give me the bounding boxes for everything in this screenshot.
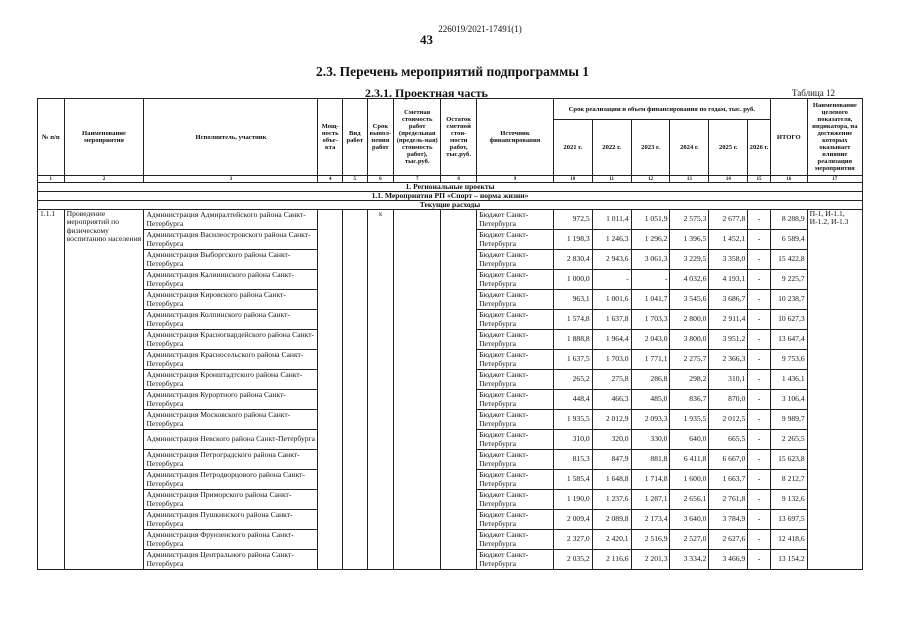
total-cell: 10 238,7: [770, 290, 807, 310]
executor-cell: Администрация Красногвардейского района Санкт-Петербурга: [144, 330, 318, 350]
value-2021: 972,5: [553, 210, 592, 230]
table-row: [38, 210, 863, 230]
value-2023: 3 061,3: [631, 250, 670, 270]
col-2023-header: 2023 г.: [631, 120, 670, 176]
total-cell: 12 418,6: [770, 530, 807, 550]
section-subtitle: 2.3.1. Проектная часть: [365, 86, 488, 100]
measures-table: [37, 98, 863, 570]
executor-cell: Администрация Фрунзенского района Санкт-Петербурга: [144, 530, 318, 550]
value-2022: 1 637,8: [592, 310, 631, 330]
value-2023: 1 703,3: [631, 310, 670, 330]
indicators-cell: П-1, И-1.1, И-1.2, И-1.3: [807, 210, 862, 570]
executor-cell: Администрация Центрального района Санкт-Петербурга: [144, 550, 318, 570]
column-number: 10: [553, 176, 592, 183]
column-number: 3: [144, 176, 318, 183]
value-2024: 6 411,8: [670, 450, 709, 470]
executor-cell: Администрация Невского района Санкт-Петербурга: [144, 430, 318, 450]
value-2022: 2 012,9: [592, 410, 631, 430]
value-2023: 485,0: [631, 390, 670, 410]
executor-cell: Администрация Московского района Санкт-Петербурга: [144, 410, 318, 430]
column-number: 17: [807, 176, 862, 183]
executor-cell: Администрация Петродворцового района Санкт-Петербурга: [144, 470, 318, 490]
value-2026: -: [748, 290, 771, 310]
value-2026: -: [748, 210, 771, 230]
deadline-cell: х: [367, 210, 394, 570]
column-number: 13: [670, 176, 709, 183]
executor-cell: Администрация Кировского района Санкт-Петербурга: [144, 290, 318, 310]
value-2023: 1 771,1: [631, 350, 670, 370]
value-2026: -: [748, 310, 771, 330]
value-2022: 1 246,3: [592, 230, 631, 250]
value-2023: 2 516,9: [631, 530, 670, 550]
source-cell: Бюджет Санкт-Петербурга: [477, 530, 554, 550]
value-2025: 2 627,6: [709, 530, 748, 550]
source-cell: Бюджет Санкт-Петербурга: [477, 410, 554, 430]
value-2022: 275,8: [592, 370, 631, 390]
estimate-cell: [394, 210, 441, 570]
col-name-header: Наименование мероприятия: [64, 99, 144, 176]
value-2026: -: [748, 230, 771, 250]
value-2023: 2 043,0: [631, 330, 670, 350]
section-regional-projects: 1. Региональные проекты: [38, 183, 863, 192]
executor-cell: Администрация Колпинского района Санкт-Петербурга: [144, 310, 318, 330]
source-cell: Бюджет Санкт-Петербурга: [477, 390, 554, 410]
column-number: 8: [441, 176, 477, 183]
value-2024: 2 527,0: [670, 530, 709, 550]
executor-cell: Администрация Калининского района Санкт-Петербурга: [144, 270, 318, 290]
value-2025: 3 951,2: [709, 330, 748, 350]
measure-number: 1.1.1: [38, 210, 65, 570]
total-cell: 9 989,7: [770, 410, 807, 430]
col-2021-header: 2021 г.: [553, 120, 592, 176]
executor-cell: Администрация Кронштадтского района Санкт-Петербурга: [144, 370, 318, 390]
value-2024: 1 935,5: [670, 410, 709, 430]
value-2024: 1 396,5: [670, 230, 709, 250]
source-cell: Бюджет Санкт-Петербурга: [477, 250, 554, 270]
value-2024: 1 600,0: [670, 470, 709, 490]
column-number: 6: [367, 176, 394, 183]
total-cell: 9 225,7: [770, 270, 807, 290]
column-number: 1: [38, 176, 65, 183]
value-2024: 2 656,1: [670, 490, 709, 510]
value-2021: 1 198,3: [553, 230, 592, 250]
value-2026: -: [748, 410, 771, 430]
value-2022: 2 420,1: [592, 530, 631, 550]
value-2024: 3 800,0: [670, 330, 709, 350]
value-2025: 3 784,9: [709, 510, 748, 530]
source-cell: Бюджет Санкт-Петербурга: [477, 330, 554, 350]
value-2023: 2 093,3: [631, 410, 670, 430]
value-2026: -: [748, 270, 771, 290]
col-2022-header: 2022 г.: [592, 120, 631, 176]
source-cell: Бюджет Санкт-Петербурга: [477, 550, 554, 570]
value-2021: 1 585,4: [553, 470, 592, 490]
total-cell: 13 697,5: [770, 510, 807, 530]
value-2021: 1 888,8: [553, 330, 592, 350]
value-2023: 2 201,3: [631, 550, 670, 570]
value-2026: -: [748, 490, 771, 510]
column-number: 16: [770, 176, 807, 183]
column-number: 9: [477, 176, 554, 183]
column-number: 15: [748, 176, 771, 183]
value-2024: 3 229,5: [670, 250, 709, 270]
document-title: 2.3. Перечень мероприятий подпрограммы 1: [315, 64, 589, 79]
total-cell: 3 106,4: [770, 390, 807, 410]
source-cell: Бюджет Санкт-Петербурга: [477, 310, 554, 330]
total-cell: 10 627,3: [770, 310, 807, 330]
value-2023: 2 173,4: [631, 510, 670, 530]
source-cell: Бюджет Санкт-Петербурга: [477, 470, 554, 490]
value-2025: 2 366,3: [709, 350, 748, 370]
col-deadline-header: Срок выпол-нения работ: [367, 99, 394, 176]
total-cell: 15 623,8: [770, 450, 807, 470]
column-number: 12: [631, 176, 670, 183]
value-2021: 1 190,0: [553, 490, 592, 510]
value-2025: 2 677,8: [709, 210, 748, 230]
column-number: 5: [343, 176, 368, 183]
section-current-expenses: Текущие расходы: [38, 201, 863, 210]
value-2025: 310,1: [709, 370, 748, 390]
total-cell: 13 647,4: [770, 330, 807, 350]
executor-cell: Администрация Выборгского района Санкт-Петербурга: [144, 250, 318, 270]
executor-cell: Администрация Адмиралтейского района Санкт-Петербурга: [144, 210, 318, 230]
value-2021: 1 000,0: [553, 270, 592, 290]
total-cell: 6 589,4: [770, 230, 807, 250]
col-estimate-header: Сметная стоимость работ (предельная (предель-ная) стоимость работ), тыс.руб.: [394, 99, 441, 176]
value-2026: -: [748, 470, 771, 490]
value-2026: -: [748, 430, 771, 450]
value-2025: 3 358,0: [709, 250, 748, 270]
value-2022: 320,0: [592, 430, 631, 450]
executor-cell: Администрация Пушкинского района Санкт-Петербурга: [144, 510, 318, 530]
value-2026: -: [748, 530, 771, 550]
column-numbers-row: [38, 176, 863, 183]
value-2022: -: [592, 270, 631, 290]
total-cell: 1 436,1: [770, 370, 807, 390]
col-executor-header: Исполнитель, участник: [144, 99, 318, 176]
value-2025: 6 667,0: [709, 450, 748, 470]
value-2021: 2 035,2: [553, 550, 592, 570]
source-cell: Бюджет Санкт-Петербурга: [477, 290, 554, 310]
value-2025: 1 452,1: [709, 230, 748, 250]
value-2023: 330,0: [631, 430, 670, 450]
value-2022: 1 237,6: [592, 490, 631, 510]
value-2026: -: [748, 510, 771, 530]
value-2026: -: [748, 550, 771, 570]
executor-cell: Администрация Василеостровского района Санкт-Петербурга: [144, 230, 318, 250]
value-2026: -: [748, 370, 771, 390]
column-number: 11: [592, 176, 631, 183]
value-2023: 1 041,7: [631, 290, 670, 310]
value-2025: 870,0: [709, 390, 748, 410]
value-2024: 298,2: [670, 370, 709, 390]
value-2022: 1 964,4: [592, 330, 631, 350]
value-2025: 2 911,4: [709, 310, 748, 330]
capacity-cell: [318, 210, 343, 570]
value-2024: 836,7: [670, 390, 709, 410]
source-cell: Бюджет Санкт-Петербурга: [477, 490, 554, 510]
source-cell: Бюджет Санкт-Петербурга: [477, 430, 554, 450]
value-2021: 448,4: [553, 390, 592, 410]
executor-cell: Администрация Курортного района Санкт-Петербурга: [144, 390, 318, 410]
value-2024: 3 640,0: [670, 510, 709, 530]
value-2022: 1 011,4: [592, 210, 631, 230]
measure-name: Проведение мероприятий по физическому воспитанию населения: [64, 210, 144, 570]
value-2024: 4 032,6: [670, 270, 709, 290]
section-project-measures: 1.1. Мероприятия РП «Спорт – норма жизни»: [38, 192, 863, 201]
column-number: 14: [709, 176, 748, 183]
value-2026: -: [748, 250, 771, 270]
total-cell: 8 288,9: [770, 210, 807, 230]
total-cell: 13 154,2: [770, 550, 807, 570]
value-2021: 265,2: [553, 370, 592, 390]
value-2025: 2 012,5: [709, 410, 748, 430]
value-2022: 847,9: [592, 450, 631, 470]
value-2025: 4 193,1: [709, 270, 748, 290]
col-worktype-header: Вид работ: [343, 99, 368, 176]
value-2023: 1 287,1: [631, 490, 670, 510]
page-number: 43: [420, 32, 433, 47]
value-2021: 963,1: [553, 290, 592, 310]
value-2026: -: [748, 350, 771, 370]
col-remainder-header: Остаток сметной стои-мости работ, тыс.руб.: [441, 99, 477, 176]
registration-number: 226019/2021-17491(1): [438, 24, 522, 34]
total-cell: 15 422,8: [770, 250, 807, 270]
value-2024: 640,0: [670, 430, 709, 450]
value-2024: 3 334,2: [670, 550, 709, 570]
value-2026: -: [748, 390, 771, 410]
col-num-header: № п/п: [38, 99, 65, 176]
remainder-cell: [441, 210, 477, 570]
value-2021: 1 935,5: [553, 410, 592, 430]
table-label: Таблица 12: [792, 88, 835, 98]
total-cell: 9 132,6: [770, 490, 807, 510]
work-type-cell: [343, 210, 368, 570]
source-cell: Бюджет Санкт-Петербурга: [477, 270, 554, 290]
source-cell: Бюджет Санкт-Петербурга: [477, 210, 554, 230]
value-2022: 466,3: [592, 390, 631, 410]
col-2024-header: 2024 г.: [670, 120, 709, 176]
col-period-group-header: Срок реализации и объем финансирования по годам, тыс. руб.: [553, 99, 770, 120]
value-2023: 881,8: [631, 450, 670, 470]
col-2025-header: 2025 г.: [709, 120, 748, 176]
value-2022: 2 116,6: [592, 550, 631, 570]
source-cell: Бюджет Санкт-Петербурга: [477, 450, 554, 470]
value-2024: 2 800,0: [670, 310, 709, 330]
value-2023: 1 714,8: [631, 470, 670, 490]
value-2022: 2 943,6: [592, 250, 631, 270]
column-number: 4: [318, 176, 343, 183]
value-2024: 2 275,7: [670, 350, 709, 370]
source-cell: Бюджет Санкт-Петербурга: [477, 510, 554, 530]
value-2021: 1 637,5: [553, 350, 592, 370]
column-number: 2: [64, 176, 144, 183]
source-cell: Бюджет Санкт-Петербурга: [477, 230, 554, 250]
col-source-header: Источник финансирования: [477, 99, 554, 176]
value-2023: 1 296,2: [631, 230, 670, 250]
value-2023: 286,8: [631, 370, 670, 390]
value-2021: 2 327,0: [553, 530, 592, 550]
total-cell: 2 265,5: [770, 430, 807, 450]
value-2021: 2 009,4: [553, 510, 592, 530]
executor-cell: Администрация Петроградского района Санкт-Петербурга: [144, 450, 318, 470]
value-2024: 3 545,6: [670, 290, 709, 310]
value-2022: 1 648,8: [592, 470, 631, 490]
source-cell: Бюджет Санкт-Петербурга: [477, 370, 554, 390]
value-2025: 2 761,8: [709, 490, 748, 510]
executor-cell: Администрация Приморского района Санкт-Петербурга: [144, 490, 318, 510]
value-2026: -: [748, 450, 771, 470]
value-2026: -: [748, 330, 771, 350]
source-cell: Бюджет Санкт-Петербурга: [477, 350, 554, 370]
col-total-header: ИТОГО: [770, 99, 807, 176]
value-2025: 665,5: [709, 430, 748, 450]
value-2025: 3 466,9: [709, 550, 748, 570]
value-2022: 1 703,0: [592, 350, 631, 370]
total-cell: 8 212,7: [770, 470, 807, 490]
value-2021: 2 830,4: [553, 250, 592, 270]
value-2023: 1 051,9: [631, 210, 670, 230]
value-2021: 815,3: [553, 450, 592, 470]
value-2025: 1 663,7: [709, 470, 748, 490]
value-2025: 3 686,7: [709, 290, 748, 310]
executor-cell: Администрация Красносельского района Санкт-Петербурга: [144, 350, 318, 370]
value-2022: 1 001,6: [592, 290, 631, 310]
col-capacity-header: Мощ-ность объе-кта: [318, 99, 343, 176]
value-2021: 1 574,8: [553, 310, 592, 330]
col-indicator-header: Наименование целевого показателя, индикатора, на достижение которых оказывает влияние реализация мероприятия: [807, 99, 862, 176]
value-2021: 310,0: [553, 430, 592, 450]
col-2026-header: 2026 г.: [748, 120, 771, 176]
value-2022: 2 089,8: [592, 510, 631, 530]
column-number: 7: [394, 176, 441, 183]
total-cell: 9 753,6: [770, 350, 807, 370]
value-2024: 2 575,3: [670, 210, 709, 230]
value-2023: -: [631, 270, 670, 290]
